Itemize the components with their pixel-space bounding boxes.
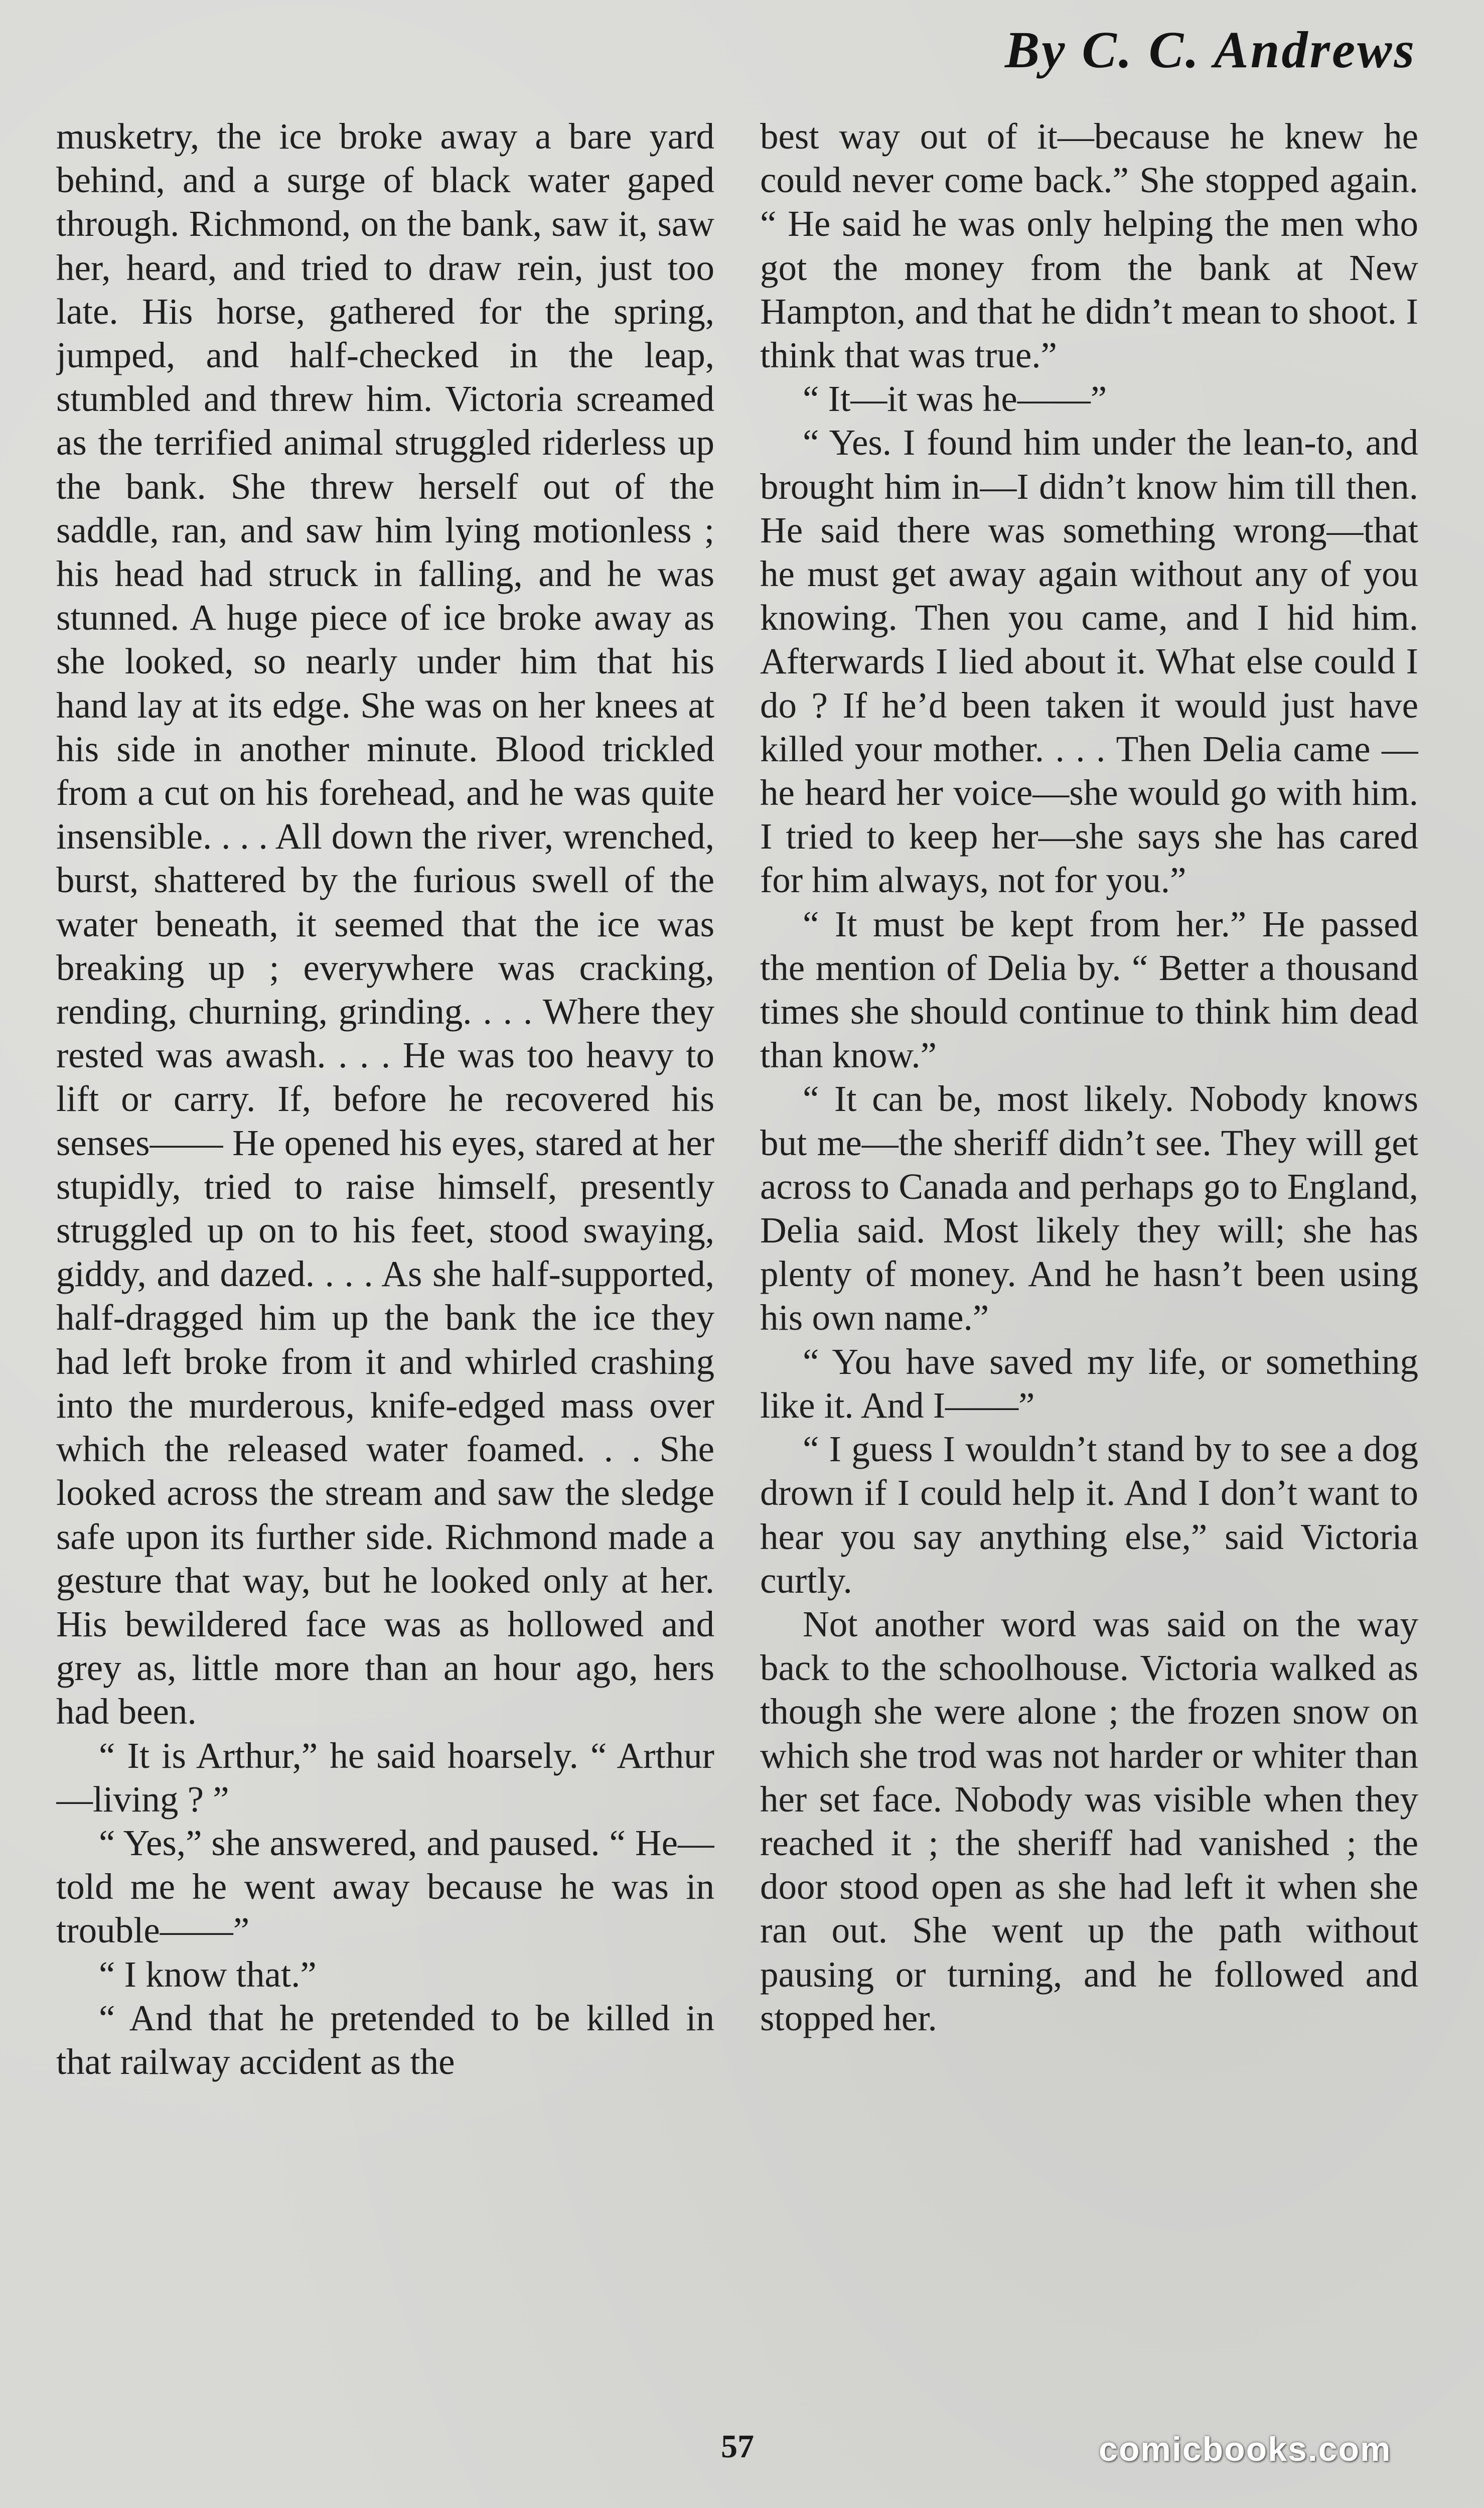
paragraph: “ It must be kept from her.” He passed the mention of Delia by. “ Better a thousand times she should continue to think him dead than know.” [760, 903, 1418, 1076]
paragraph: “ You have saved my life, or something like it. And I——” [760, 1341, 1418, 1426]
text-column-right [760, 114, 1418, 2413]
paragraph: “ I guess I wouldn’t stand by to see a dog drown if I could help it. And I don’t want to hear you say anything else,” said Victoria curtly. [760, 1429, 1418, 1601]
author-byline: By C. C. Andrews [1004, 21, 1416, 79]
text-column-left [56, 114, 714, 2413]
paragraph: “ And that he pretended to be killed in that railway accident as the [56, 1997, 714, 2082]
page-number: 57 [721, 2428, 754, 2465]
paragraph: “ Yes,” she answered, and paused. “ He—told me he went away because he was in trouble——” [56, 1822, 714, 1951]
paragraph: musketry, the ice broke away a bare yard behind, and a surge of black water gaped through. Richmond, on the bank, saw it, saw her, heard, and tried to draw rein, just too late. His horse, gathered for the spring, jumped, and half-checked in the leap, stumbled and threw him. Victoria screamed as the terrified animal struggled riderless up the bank. She threw herself out of the saddle, ran, and saw him lying motionless ; his head had struck in falling, and he was stunned. A huge piece of ice broke away as she looked, so nearly under him that his hand lay at its edge. She was on her knees at his side in another minute. Blood trickled from a cut on his forehead, and he was quite insensible. . . . All down the river, wrenched, burst, shattered by the furious swell of the water beneath, it seemed that the ice was breaking up ; everywhere was cracking, rending, churning, grinding. . . . Where they rested was awash. . . . He was too heavy to lift or carry. If, before he recovered his senses—— He opened his eyes, stared at her stupidly, tried to raise himself, presently struggled up on to his feet, stood swaying, giddy, and dazed. . . . As she half-supported, half-dragged him up the bank the ice they had left broke from it and whirled crashing into the murderous, knife-edged mass over which the released water foamed. . . She looked across the stream and saw the sledge safe upon its further side. Richmond made a gesture that way, but he looked only at her. His bewildered face was as hollowed and grey as, little more than an hour ago, hers had been. [56, 116, 714, 1732]
site-watermark: comicbooks.com [1099, 2430, 1392, 2468]
paragraph: best way out of it—because he knew he could never come back.” She stopped again. “ He said he was only helping the men who got the money from the bank at New Hampton, and that he didn’t mean to shoot. I think that was true.” [760, 116, 1418, 376]
paragraph: “ It is Arthur,” he said hoarsely. “ Arthur—living ? ” [56, 1735, 714, 1820]
paragraph: Not another word was said on the way back to the schoolhouse. Victoria walked as though she were alone ; the frozen snow on which she trod was not harder or whiter than her set face. Nobody was visible when they reached it ; the sheriff had vanished ; the door stood open as she had left it when she ran out. She went up the path without pausing or turning, and he followed and stopped her. [760, 1603, 1418, 2038]
paragraph: “ It can be, most likely. Nobody knows but me—the sheriff didn’t see. They will get across to Canada and perhaps go to England, Delia said. Most likely they will; she has plenty of money. And he hasn’t been using his own name.” [760, 1078, 1418, 1338]
paragraph: “ It—it was he——” [803, 378, 1107, 420]
paragraph: “ Yes. I found him under the lean-to, and brought him in—I didn’t know him till then. He said there was something wrong—that he must get away again without any of you knowing. Then you came, and I hid him. Afterwards I lied about it. What else could I do ? If he’d been taken it would just have killed your mother. . . . Then Delia came —he heard her voice—she would go with him. I tried to keep her—she says she has cared for him always, not for you.” [760, 422, 1418, 901]
paragraph: “ I know that.” [99, 1954, 317, 1995]
